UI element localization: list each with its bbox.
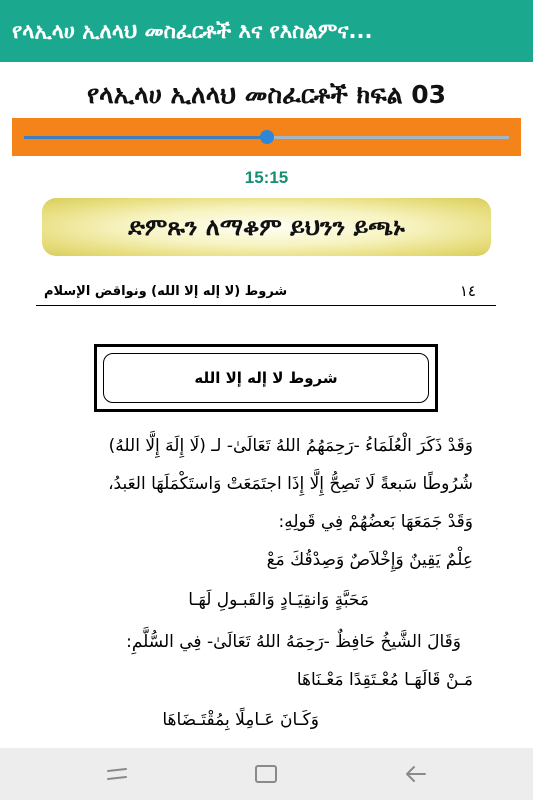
seek-progress — [24, 136, 267, 139]
track-title: የላኢላሀ ኢለላህ መስፈርቶች ክፍል 03 — [86, 80, 447, 109]
seek-thumb[interactable] — [260, 130, 274, 144]
text-line: مَـنْ قَالَهَـا مُعْـتَقِدًا مَعْـنَاهَا — [296, 670, 473, 690]
home-icon — [253, 763, 279, 785]
page-header — [36, 282, 496, 306]
page-number: ١٤ — [459, 282, 476, 300]
stop-audio-button[interactable] — [42, 198, 491, 256]
playback-time: 15:15 — [244, 168, 289, 187]
recents-icon — [105, 764, 131, 784]
text-line: وَقَالَ الشَّيخُ حَافِظٌ -رَحِمَهُ اللهُ تَعَالَىٰ- فِي السُّلَّمِ: — [126, 632, 461, 652]
main-content — [0, 62, 533, 748]
book-page — [24, 266, 509, 748]
chapter-title-inner-frame — [103, 353, 429, 403]
back-icon — [403, 763, 429, 785]
text-line: وَكَـانَ عَـامِلًا بِمُقْتَـضَاهَا — [162, 710, 319, 730]
text-line: مَحَبَّةٍ وَانقِيَـادٍ وَالقَبـولِ لَهَـا — [188, 590, 369, 610]
text-line: وَقَدْ جَمَعَهَا بَعضُهُمْ فِي قَولِهِ: — [278, 512, 473, 532]
home-button[interactable] — [246, 760, 286, 788]
back-button[interactable] — [396, 760, 436, 788]
system-nav-bar — [0, 748, 533, 800]
text-line: عِلْمٌ يَقِينٌ وَإِخْلاَصٌ وَصِدْقُكَ مَعْ — [266, 550, 473, 570]
seek-bar[interactable] — [24, 136, 509, 139]
text-line: وَقَدْ ذَكَرَ الْعُلَمَاءُ -رَحِمَهُمُ اللهُ تَعَالَىٰ- لـ (لَا إِلَهَ إِلَّا اللهُ) — [108, 436, 473, 456]
chapter-title-frame — [94, 344, 438, 412]
player-bar — [12, 118, 521, 156]
text-line: شُرُوطًا سَبعةً لَا تَصِحُّ إِلَّا إِذَا اجتَمَعَتْ وَاستَكْمَلَهَا العَبدُ، — [108, 474, 473, 494]
app-bar — [0, 0, 533, 62]
recents-button[interactable] — [98, 760, 138, 788]
chapter-title: شروط لا إله إلا الله — [194, 369, 338, 387]
stop-audio-label: ድምጹን ለማቆም ይህንን ይጫኑ — [128, 213, 405, 241]
page-header-title: شروط (لا إله إلا الله) ونواقض الإسلام — [44, 284, 288, 299]
app-title: የላኢላሀ ኢለላህ መስፈርቶች እና የእስልምና... — [12, 18, 373, 43]
